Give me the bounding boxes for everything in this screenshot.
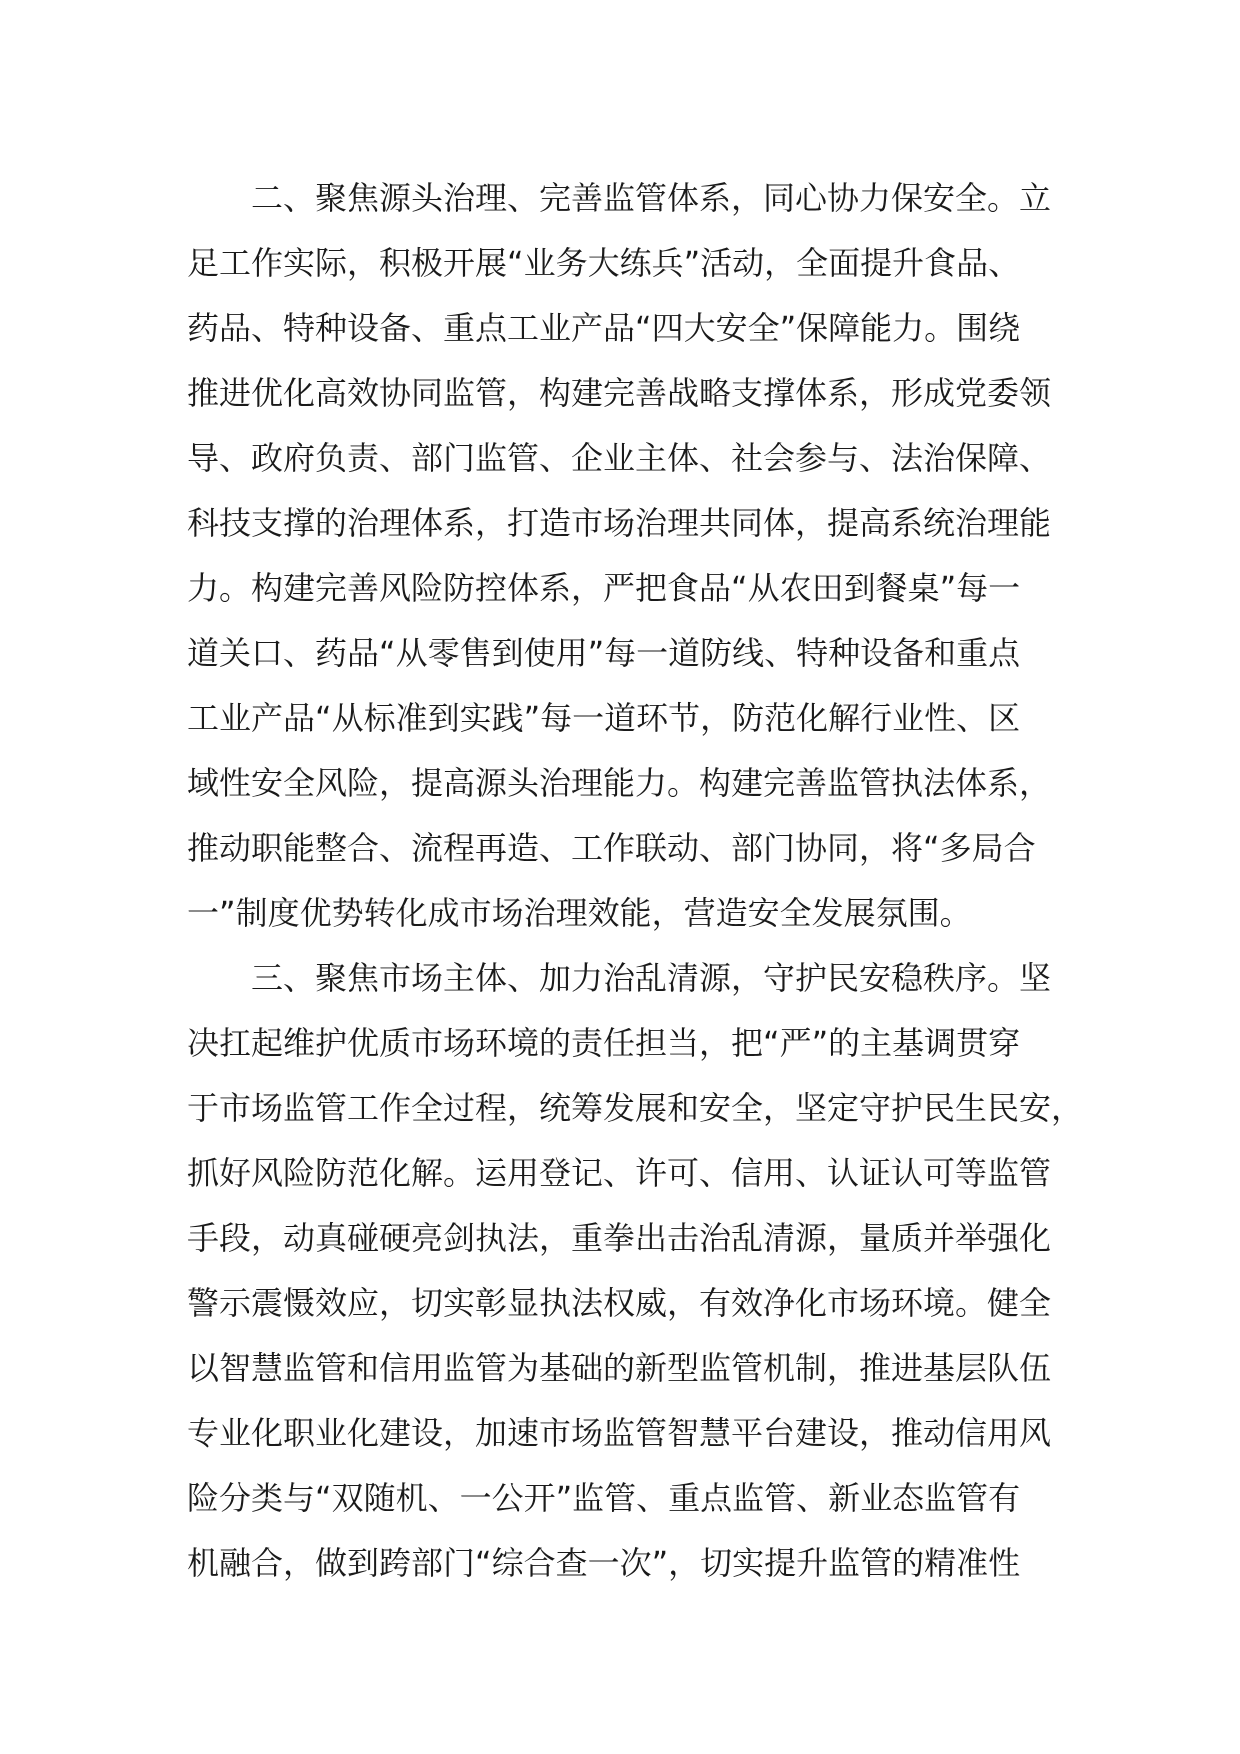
text-line-8: 道关口、药品“从零售到使用”每一道防线、特种设备和重点 <box>187 634 1021 672</box>
text-line-6: 科技支撑的治理体系，打造市场治理共同体，提高系统治理能 <box>187 504 1052 542</box>
text-line-13: 三、聚焦市场主体、加力治乱清源，守护民安稳秩序。坚 <box>187 959 1052 997</box>
text-line-12: 一”制度优势转化成市场治理效能，营造安全发展氛围。 <box>187 894 972 932</box>
text-line-3: 药品、特种设备、重点工业产品“四大安全”保障能力。围绕 <box>187 309 1021 347</box>
text-line-22: 机融合，做到跨部门“综合查一次”，切实提升监管的精准性 <box>187 1544 1021 1582</box>
text-line-10: 域性安全风险，提高源头治理能力。构建完善监管执法体系， <box>187 764 1052 802</box>
text-line-17: 手段，动真碰硬亮剑执法，重拳出击治乱清源，量质并举强化 <box>187 1219 1052 1257</box>
text-line-7: 力。构建完善风险防控体系，严把食品“从农田到餐桌”每一 <box>187 569 1021 607</box>
text-line-1: 二、聚焦源头治理、完善监管体系，同心协力保安全。立 <box>187 179 1052 217</box>
text-line-19: 以智慧监管和信用监管为基础的新型监管机制，推进基层队伍 <box>187 1349 1052 1387</box>
text-line-18: 警示震慑效应，切实彰显执法权威，有效净化市场环境。健全 <box>187 1284 1052 1322</box>
text-line-15: 于市场监管工作全过程，统筹发展和安全，坚定守护民生民安， <box>187 1089 1084 1127</box>
text-line-2: 足工作实际，积极开展“业务大练兵”活动，全面提升食品、 <box>187 244 1021 282</box>
text-line-9: 工业产品“从标准到实践”每一道环节，防范化解行业性、区 <box>187 699 1021 737</box>
text-line-16: 抓好风险防范化解。运用登记、许可、信用、认证认可等监管 <box>187 1154 1052 1192</box>
document-body <box>187 166 1087 1596</box>
text-line-5: 导、政府负责、部门监管、企业主体、社会参与、法治保障、 <box>187 439 1052 477</box>
text-line-4: 推进优化高效协同监管，构建完善战略支撑体系，形成党委领 <box>187 374 1052 412</box>
text-line-21: 险分类与“双随机、一公开”监管、重点监管、新业态监管有 <box>187 1479 1021 1517</box>
text-line-14: 决扛起维护优质市场环境的责任担当，把“严”的主基调贯穿 <box>187 1024 1021 1062</box>
text-line-11: 推动职能整合、流程再造、工作联动、部门协同，将“多局合 <box>187 829 1036 867</box>
text-line-20: 专业化职业化建设，加速市场监管智慧平台建设，推动信用风 <box>187 1414 1052 1452</box>
